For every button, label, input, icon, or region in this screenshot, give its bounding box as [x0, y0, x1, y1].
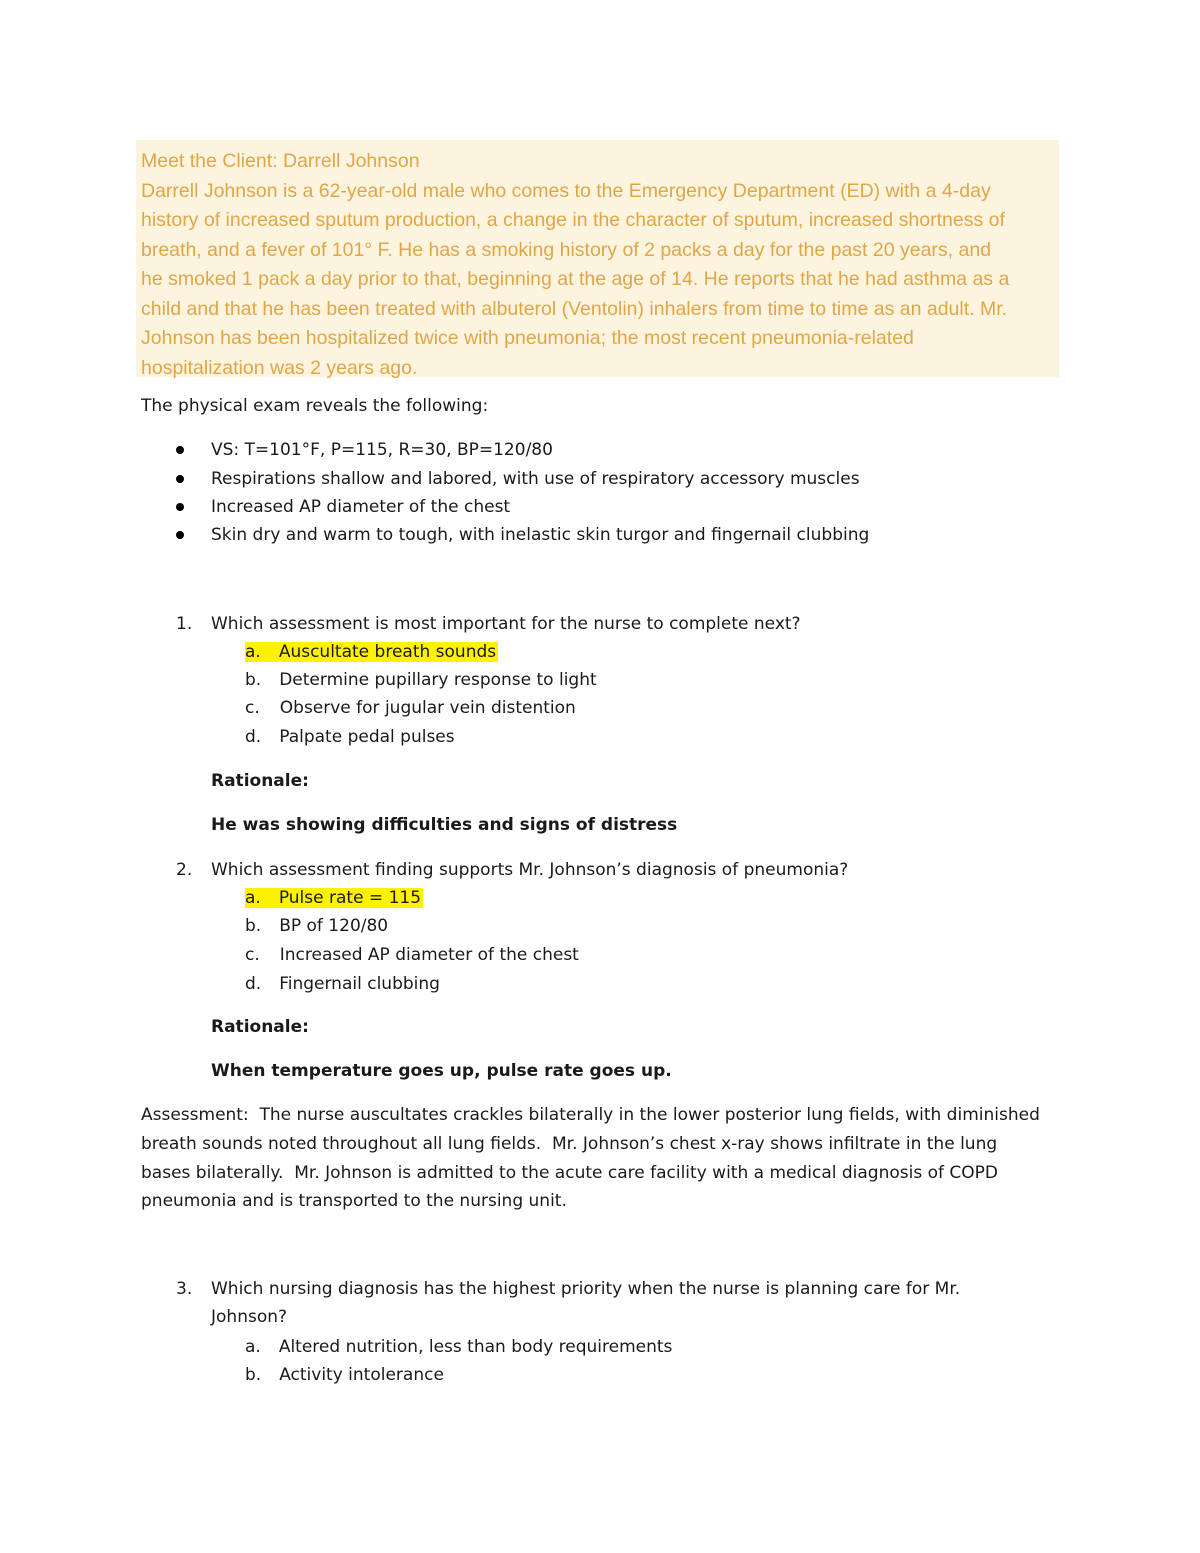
- option-b: [245, 916, 388, 936]
- rationale-label: Rationale:: [211, 771, 309, 791]
- question-3-text: Which nursing diagnosis has the highest priority when the nurse is planning care for Mr.: [211, 1279, 961, 1299]
- option-text: Determine pupillary response to light: [279, 670, 597, 690]
- answer-highlight: [245, 642, 498, 662]
- question-number: 1.: [176, 614, 193, 634]
- option-text: Activity intolerance: [279, 1365, 444, 1385]
- option-a: [245, 1337, 672, 1357]
- question-3-text: Johnson?: [211, 1307, 288, 1327]
- option-text: Pulse rate = 115: [278, 888, 422, 908]
- client-line: history of increased sputum production, a change in the character of sputum, increased shortness of: [141, 209, 1005, 231]
- question-number: 3.: [176, 1279, 193, 1299]
- option-letter: a.: [245, 642, 261, 662]
- rationale-label: Rationale:: [211, 1017, 309, 1037]
- exam-bullet: VS: T=101°F, P=115, R=30, BP=120/80: [211, 440, 553, 460]
- option-text: Increased AP diameter of the chest: [279, 945, 579, 965]
- client-line: he smoked 1 pack a day prior to that, beginning at the age of 14. He reports that he had asthma as a: [141, 268, 1010, 290]
- exam-bullet: Skin dry and warm to tough, with inelastic skin turgor and fingernail clubbing: [211, 525, 870, 545]
- assessment-line: [141, 1105, 1040, 1125]
- client-line: child and that he has been treated with albuterol (Ventolin) inhalers from time to time as an adult. Mr.: [141, 297, 1008, 320]
- client-line: Johnson has been hospitalized twice with pneumonia; the most recent pneumonia-related: [141, 327, 914, 349]
- bullet-icon: [176, 446, 184, 454]
- client-title: Meet the Client: Darrell Johnson: [141, 150, 420, 172]
- option-b: [245, 1365, 444, 1385]
- question-2-text: Which assessment finding supports Mr. Johnson’s diagnosis of pneumonia?: [211, 860, 849, 880]
- option-c: [245, 698, 576, 718]
- option-letter: d.: [245, 727, 262, 747]
- question-number: 2.: [176, 860, 193, 880]
- option-letter: c.: [245, 945, 260, 965]
- option-d: [245, 727, 455, 747]
- option-d: [245, 974, 440, 994]
- option-text: Fingernail clubbing: [279, 974, 440, 994]
- option-letter: a.: [245, 888, 261, 908]
- option-text: Palpate pedal pulses: [279, 727, 455, 747]
- question-1-text: Which assessment is most important for the nurse to complete next?: [211, 614, 801, 634]
- option-text: Altered nutrition, less than body requirements: [278, 1337, 673, 1357]
- option-b: [245, 670, 597, 690]
- option-letter: b.: [245, 1365, 262, 1385]
- assessment-line: bases bilaterally. Mr. Johnson is admitted to the acute care facility with a medical diagnosis of COPD: [141, 1163, 998, 1183]
- option-text: Auscultate breath sounds: [278, 642, 497, 662]
- assessment-line: breath sounds noted throughout all lung fields. Mr. Johnson’s chest x-ray shows infiltrate in the lung: [141, 1134, 998, 1154]
- answer-highlight: [245, 888, 423, 908]
- client-line: breath, and a fever of 101° F. He has a smoking history of 2 packs a day for the past 20 years, and: [141, 238, 992, 261]
- option-c: [245, 945, 579, 965]
- rationale-text: He was showing difficulties and signs of distress: [211, 815, 678, 835]
- bullet-icon: [176, 503, 184, 511]
- client-intro: [141, 147, 1059, 383]
- bullet-icon: [176, 531, 184, 539]
- assessment-text: The nurse auscultates crackles bilaterally in the lower posterior lung fields, with diminished: [248, 1105, 1040, 1125]
- option-letter: a.: [245, 1337, 261, 1357]
- option-text: Observe for jugular vein distention: [279, 698, 576, 718]
- bullet-icon: [176, 475, 184, 483]
- client-line: Darrell Johnson is a 62-year-old male who comes to the Emergency Department (ED) with a 4-day: [141, 179, 991, 202]
- client-line: hospitalization was 2 years ago.: [141, 356, 418, 379]
- option-letter: b.: [245, 670, 262, 690]
- exam-bullet: Increased AP diameter of the chest: [211, 497, 511, 517]
- assessment-label: Assessment:: [141, 1105, 249, 1125]
- option-letter: d.: [245, 974, 262, 994]
- assessment-line: pneumonia and is transported to the nursing unit.: [141, 1191, 567, 1211]
- rationale-text: When temperature goes up, pulse rate goes up.: [211, 1061, 672, 1081]
- option-text: BP of 120/80: [279, 916, 389, 936]
- exam-bullet: Respirations shallow and labored, with use of respiratory accessory muscles: [211, 469, 860, 489]
- option-letter: c.: [245, 698, 260, 718]
- option-letter: b.: [245, 916, 262, 936]
- exam-intro: The physical exam reveals the following:: [141, 396, 489, 416]
